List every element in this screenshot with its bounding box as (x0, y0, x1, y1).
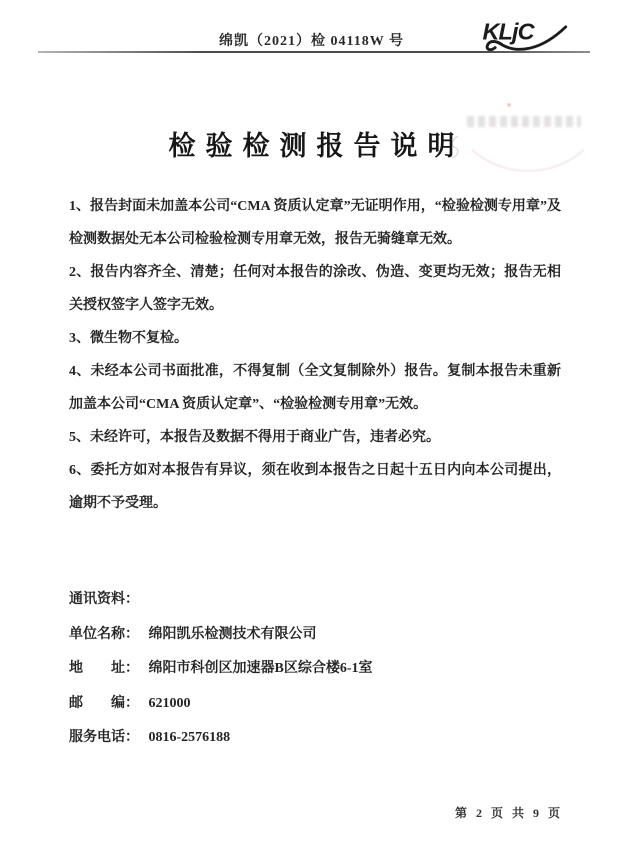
contact-value-company: 绵阳凯乐检测技术有限公司 (148, 626, 317, 642)
stamp-bleedthrough-dot (507, 103, 511, 107)
page-indicator: 第 2 页 共 9 页 (454, 806, 563, 820)
note-paragraph-3: 3、微生物不复检。 (69, 331, 188, 346)
contact-label-phone: 服务电话： (69, 730, 139, 745)
report-notes (69, 190, 561, 520)
contact-row-phone (69, 721, 561, 756)
note-paragraph-6: 6、委托方如对本报告有异议，须在收到本报告之日起十五日内向本公司提出，逾期不予受理。 (69, 463, 561, 511)
page-title: 检验检测报告说明 (168, 131, 465, 161)
contact-row-company (69, 618, 561, 653)
contact-label-company: 单位名称： (69, 626, 139, 642)
contact-row-address (69, 652, 561, 687)
contact-heading: 通讯资料： (69, 592, 139, 607)
document-number: 绵凯（2021）检 04118W 号 (219, 34, 404, 49)
note-paragraph-1: 1、报告封面未加盖本公司“CMA 资质认定章”无证明作用，“检验检测专用章”及检测数据处无本公司检验检测专用章无效，报告无骑缝章无效。 (69, 199, 561, 247)
contact-row-postcode (69, 687, 561, 722)
contact-label-address: 地 址： (69, 661, 139, 676)
contact-value-postcode: 621000 (148, 695, 191, 711)
note-paragraph-2: 2、报告内容齐全、清楚；任何对本报告的涂改、伪造、变更均无效；报告无相关授权签字人签字无效。 (69, 265, 561, 313)
kljc-logo-text: KLjC (482, 18, 534, 45)
contact-section (69, 583, 561, 756)
contact-value-phone: 0816-2576188 (148, 730, 231, 745)
note-paragraph-5: 5、未经许可，本报告及数据不得用于商业广告，违者必究。 (69, 430, 440, 445)
note-paragraph-4: 4、未经本公司书面批准，不得复制（全文复制除外）报告。复制本报告未重新加盖本公司“CMA 资质认定章”、“检验检测专用章”无效。 (69, 364, 561, 412)
contact-value-address: 绵阳市科创区加速器B区综合楼6-1室 (148, 661, 373, 676)
contact-label-postcode: 邮 编： (69, 695, 139, 711)
